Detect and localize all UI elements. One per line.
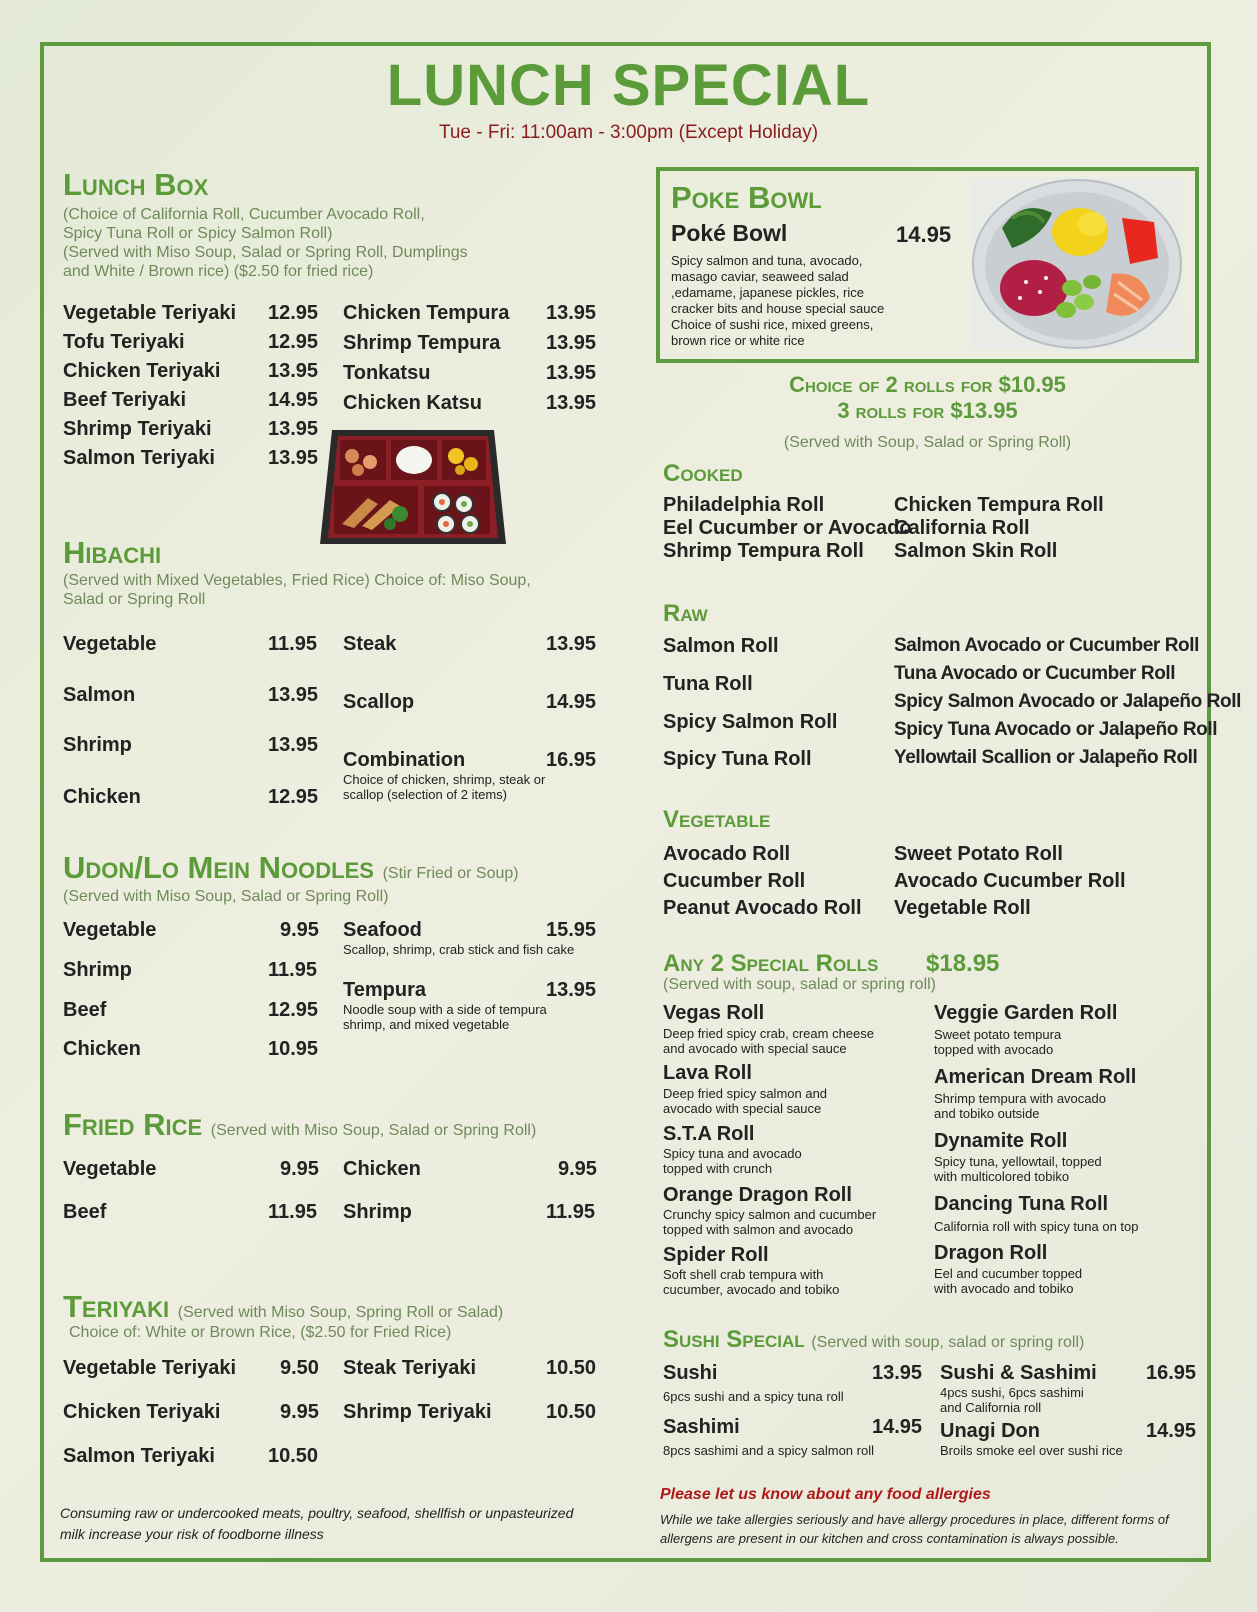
rolls-choice-line2: 3 rolls for $13.95 — [837, 398, 1018, 423]
teriyaki-title-note: (Served with Miso Soup, Spring Roll or Salad) — [177, 1304, 504, 1321]
menu-item-price: 16.95 — [546, 749, 597, 771]
roll-name: Salmon Avocado or Cucumber Roll — [894, 635, 1200, 656]
special-rolls-title: Any 2 Special Rolls — [663, 950, 879, 977]
noodles-note: (Served with Miso Soup, Salad or Spring Roll) — [63, 888, 389, 905]
desc-line: Choice of sushi rice, mixed greens, — [671, 317, 874, 332]
menu-item-price: 10.50 — [546, 1401, 597, 1423]
menu-item-name: Shrimp — [63, 734, 132, 756]
menu-item-name: Vegetable — [63, 919, 157, 941]
desc-line: Deep fried spicy crab, cream cheese — [663, 1026, 874, 1041]
menu-item-name: Scallop — [343, 691, 415, 713]
desc-line: brown rice or white rice — [671, 333, 805, 348]
raw-title: Raw — [663, 600, 708, 627]
roll-name: Tuna Avocado or Cucumber Roll — [894, 663, 1176, 684]
desc-line: Crunchy spicy salmon and cucumber — [663, 1207, 877, 1222]
menu-item-price: 12.95 — [268, 999, 319, 1021]
warning-line: Consuming raw or undercooked meats, poultry, seafood, shellfish or unpasteurized — [60, 1505, 574, 1521]
roll-name: Salmon Roll — [663, 635, 779, 657]
menu-item-price: 11.95 — [268, 1201, 317, 1223]
rolls-choice-note: (Served with Soup, Salad or Spring Roll) — [783, 434, 1072, 451]
allergy-title: Please let us know about any food allergies — [660, 1486, 991, 1503]
menu-item-price: 11.95 — [546, 1201, 595, 1223]
noodles-title-text: Udon/Lo Mein Noodles — [63, 850, 374, 885]
roll-name: Chicken Tempura Roll — [894, 494, 1104, 516]
hours-text: Tue - Fri: 11:00am - 3:00pm (Except Holiday) — [438, 122, 819, 143]
desc-line: topped with salmon and avocado — [663, 1222, 854, 1237]
desc-line: Deep fried spicy salmon and — [663, 1086, 828, 1101]
menu-item-price: 13.95 — [546, 362, 597, 384]
allergy-line: allergens are present in our kitchen and cross contamination is always possible. — [660, 1531, 1119, 1546]
lunch-box-note — [63, 205, 468, 281]
menu-item-price: 13.95 — [546, 633, 597, 655]
menu-item-price: 10.95 — [268, 1038, 319, 1060]
desc-line: California roll with spicy tuna on top — [934, 1219, 1139, 1234]
special-rolls-price: $18.95 — [926, 950, 1000, 977]
special-roll-desc — [934, 1219, 1139, 1234]
cooked-title: Cooked — [663, 460, 743, 487]
menu-item-name: Salmon — [63, 684, 136, 706]
menu-item-price: 9.95 — [558, 1158, 597, 1180]
desc-line: 4pcs sushi, 6pcs sashimi — [940, 1385, 1084, 1400]
teriyaki-title-text: Teriyaki — [63, 1289, 170, 1324]
special-roll-name: Dragon Roll — [934, 1242, 1048, 1264]
special-roll-desc — [663, 1026, 874, 1056]
desc-line: Spicy salmon and tuna, avocado, — [671, 253, 863, 268]
menu-item-name: Chicken — [63, 786, 141, 808]
allergy-line: While we take allergies seriously and have allergy procedures in place, different forms of — [660, 1512, 1169, 1527]
roll-name: Eel Cucumber or Avocado — [663, 517, 912, 539]
desc-line: cucumber, avocado and tobiko — [663, 1282, 840, 1297]
menu-item-price: 11.95 — [268, 959, 317, 981]
hibachi-title: Hibachi — [63, 535, 162, 570]
special-roll-name: Veggie Garden Roll — [934, 1002, 1118, 1024]
special-rolls-note: (Served with soup, salad or spring roll) — [663, 976, 937, 993]
roll-name: Spicy Tuna Roll — [663, 748, 812, 770]
roll-name: Shrimp Tempura Roll — [663, 540, 864, 562]
special-roll-name: Dynamite Roll — [934, 1130, 1068, 1152]
menu-item-desc: Choice of chicken, shrimp, steak or scallop (selection of 2 items) — [343, 772, 546, 802]
fried-rice-title-text: Fried Rice — [63, 1107, 203, 1142]
menu-item-price: 14.95 — [546, 691, 597, 713]
menu-item-desc: Noodle soup with a side of tempura shrimp, and mixed vegetable — [343, 1002, 547, 1032]
menu-item-desc: Scallop, shrimp, crab stick and fish cake — [343, 942, 575, 957]
poke-bowl-desc — [671, 253, 884, 349]
menu-item-name: Vegetable Teriyaki — [63, 302, 237, 324]
fried-rice-title — [63, 1107, 536, 1143]
teriyaki-title — [63, 1289, 503, 1325]
menu-item-price: 9.95 — [280, 1158, 319, 1180]
menu-item-name: Chicken — [63, 1038, 141, 1060]
menu-item-name: Steak — [343, 633, 397, 655]
roll-name: Avocado Cucumber Roll — [894, 870, 1126, 892]
menu-item-price: 12.95 — [268, 302, 319, 324]
page-title: LUNCH SPECIAL — [386, 53, 871, 118]
special-roll-desc — [663, 1086, 827, 1116]
roll-name: California Roll — [894, 517, 1030, 539]
menu-item-name: Sashimi — [663, 1416, 740, 1438]
menu-item-price: 13.95 — [268, 418, 319, 440]
menu-item-name: Steak Teriyaki — [343, 1357, 477, 1379]
menu-item-price: 13.95 — [546, 302, 597, 324]
special-roll-desc — [934, 1091, 1106, 1121]
menu-item-price: 13.95 — [546, 979, 597, 1001]
sushi-special-title — [663, 1326, 1084, 1354]
special-roll-name: Lava Roll — [663, 1062, 752, 1084]
menu-item-price: 14.95 — [268, 389, 319, 411]
menu-item-name: Beef — [63, 1201, 107, 1223]
menu-item-name: Salmon Teriyaki — [63, 447, 215, 469]
menu-item-name: Shrimp Teriyaki — [63, 418, 212, 440]
desc-line: topped with crunch — [663, 1161, 773, 1176]
desc-line: Shrimp tempura with avocado — [934, 1091, 1106, 1106]
special-roll-desc — [663, 1146, 802, 1176]
menu-item-name: Chicken Katsu — [343, 392, 482, 414]
desc-line: and California roll — [940, 1400, 1042, 1415]
menu-item-name: Beef Teriyaki — [63, 389, 187, 411]
desc-line: Spicy tuna and avocado — [663, 1146, 802, 1161]
roll-name: Vegetable Roll — [894, 897, 1031, 919]
special-roll-name: Dancing Tuna Roll — [934, 1193, 1109, 1215]
noodles-title-note: (Stir Fried or Soup) — [382, 865, 519, 882]
menu-item-price: 13.95 — [268, 684, 319, 706]
menu-item-name: Chicken — [343, 1158, 421, 1180]
menu-item-price: 13.95 — [268, 360, 319, 382]
menu-item-price: 14.95 — [1146, 1420, 1197, 1442]
special-roll-desc — [934, 1154, 1102, 1184]
menu-item-desc: 6pcs sushi and a spicy tuna roll — [663, 1389, 844, 1404]
menu-item-name: Sushi & Sashimi — [940, 1362, 1097, 1384]
menu-item-price: 13.95 — [872, 1362, 923, 1384]
desc-line: with multicolored tobiko — [934, 1169, 1070, 1184]
vegetable-title: Vegetable — [663, 806, 771, 833]
menu-item-name: Tonkatsu — [343, 362, 431, 384]
note-line: (Choice of California Roll, Cucumber Avocado Roll, — [63, 206, 425, 223]
menu-item-price: 9.95 — [280, 919, 319, 941]
roll-name: Salmon Skin Roll — [894, 540, 1058, 562]
roll-name: Spicy Salmon Avocado or Jalapeño Roll — [894, 691, 1241, 712]
menu-item-name: Vegetable Teriyaki — [63, 1357, 237, 1379]
menu-item-price: 12.95 — [268, 331, 319, 353]
roll-name: Peanut Avocado Roll — [663, 897, 862, 919]
menu-item-price: 13.95 — [546, 392, 597, 414]
hibachi-note — [63, 571, 531, 609]
desc-line: avocado with special sauce — [663, 1101, 822, 1116]
special-roll-desc — [934, 1266, 1082, 1296]
special-roll-desc — [663, 1207, 876, 1237]
menu-item-name: Sushi — [663, 1362, 718, 1384]
desc-line: Spicy tuna, yellowtail, topped — [934, 1154, 1102, 1169]
menu-item-price: 13.95 — [268, 447, 319, 469]
roll-name: Tuna Roll — [663, 673, 753, 695]
roll-name: Yellowtail Scallion or Jalapeño Roll — [894, 747, 1198, 768]
sushi-special-title-note: (Served with soup, salad or spring roll) — [811, 1334, 1085, 1351]
special-roll-name: Orange Dragon Roll — [663, 1184, 852, 1206]
note-line: (Served with Miso Soup, Salad or Spring Roll, Dumplings — [63, 244, 468, 261]
menu-item-price: 10.50 — [546, 1357, 597, 1379]
menu-item-name: Shrimp Teriyaki — [343, 1401, 492, 1423]
note-line: Spicy Tuna Roll or Spicy Salmon Roll) — [63, 225, 333, 242]
special-roll-desc — [934, 1027, 1061, 1057]
desc-line: cracker bits and house special sauce — [671, 301, 885, 316]
menu-item-name: Shrimp Tempura — [343, 332, 501, 354]
note-line: and White / Brown rice) ($2.50 for fried rice) — [63, 263, 374, 280]
menu-item-name: Shrimp — [343, 1201, 412, 1223]
menu-item-name: Salmon Teriyaki — [63, 1445, 215, 1467]
special-roll-desc — [663, 1267, 839, 1297]
warning-line: milk increase your risk of foodborne illness — [60, 1526, 324, 1542]
menu-item-name: Beef — [63, 999, 107, 1021]
allergy-text — [660, 1510, 1169, 1548]
desc-line: Soft shell crab tempura with — [663, 1267, 824, 1282]
menu-item-price: 14.95 — [872, 1416, 923, 1438]
menu-item-price: 16.95 — [1146, 1362, 1197, 1384]
menu-item-price: 12.95 — [268, 786, 319, 808]
poke-bowl-title: Poke Bowl — [671, 180, 822, 215]
lunch-box-title: Lunch Box — [63, 167, 209, 202]
special-roll-name: Spider Roll — [663, 1244, 769, 1266]
menu-item-name: Vegetable — [63, 1158, 157, 1180]
roll-name: Spicy Salmon Roll — [663, 711, 838, 733]
desc-line: and tobiko outside — [934, 1106, 1040, 1121]
menu-item-name: Chicken Teriyaki — [63, 360, 221, 382]
roll-name: Spicy Tuna Avocado or Jalapeño Roll — [894, 719, 1218, 740]
fried-rice-title-note: (Served with Miso Soup, Salad or Spring Roll) — [210, 1122, 537, 1139]
noodles-title — [63, 850, 519, 886]
roll-name: Sweet Potato Roll — [894, 843, 1063, 865]
menu-item-name: Poké Bowl — [671, 220, 788, 246]
special-roll-name: S.T.A Roll — [663, 1123, 755, 1145]
menu-item-price: 13.95 — [268, 734, 319, 756]
special-roll-name: American Dream Roll — [934, 1066, 1137, 1088]
sushi-special-title-text: Sushi Special — [663, 1326, 805, 1353]
desc-line: topped with avocado — [934, 1042, 1054, 1057]
menu-item-price: 9.50 — [280, 1357, 319, 1379]
menu-item-name: Tofu Teriyaki — [63, 331, 185, 353]
menu-item-desc: Broils smoke eel over sushi rice — [940, 1443, 1123, 1458]
note-line: Salad or Spring Roll — [63, 591, 206, 608]
roll-name: Avocado Roll — [663, 843, 791, 865]
teriyaki-note: Choice of: White or Brown Rice, ($2.50 for Fried Rice) — [69, 1324, 452, 1341]
menu-item-price: 9.95 — [280, 1401, 319, 1423]
roll-name: Philadelphia Roll — [663, 494, 825, 516]
raw-food-warning — [60, 1503, 573, 1545]
menu-item-price: 13.95 — [546, 332, 597, 354]
menu-item-name: Chicken Tempura — [343, 302, 510, 324]
desc-line: and avocado with special sauce — [663, 1041, 847, 1056]
bento-box-photo — [318, 428, 508, 550]
menu-item-name: Seafood — [343, 919, 422, 941]
desc-line: with avocado and tobiko — [934, 1281, 1074, 1296]
menu-item-price: 15.95 — [546, 919, 597, 941]
note-line: (Served with Mixed Vegetables, Fried Rice) Choice of: Miso Soup, — [63, 572, 531, 589]
menu-item-name: Shrimp — [63, 959, 132, 981]
desc-line: ,edamame, japanese pickles, rice — [671, 285, 864, 300]
poke-bowl-photo — [972, 178, 1182, 350]
menu-item-name: Combination — [343, 749, 466, 771]
roll-name: Cucumber Roll — [663, 870, 806, 892]
menu-item-name: Unagi Don — [940, 1420, 1040, 1442]
menu-item-price: 14.95 — [896, 222, 952, 247]
desc-line: Eel and cucumber topped — [934, 1266, 1083, 1281]
menu-item-price: 10.50 — [268, 1445, 319, 1467]
rolls-choice-line1: Choice of 2 rolls for $10.95 — [789, 372, 1066, 397]
menu-item-name: Vegetable — [63, 633, 157, 655]
desc-line: masago caviar, seaweed salad — [671, 269, 849, 284]
menu-item-name: Tempura — [343, 979, 426, 1001]
menu-item-price: 11.95 — [268, 633, 317, 655]
menu-item-desc — [940, 1385, 1084, 1415]
desc-line: Sweet potato tempura — [934, 1027, 1062, 1042]
menu-item-name: Chicken Teriyaki — [63, 1401, 221, 1423]
special-roll-name: Vegas Roll — [663, 1002, 765, 1024]
menu-item-desc: 8pcs sashimi and a spicy salmon roll — [663, 1443, 874, 1458]
